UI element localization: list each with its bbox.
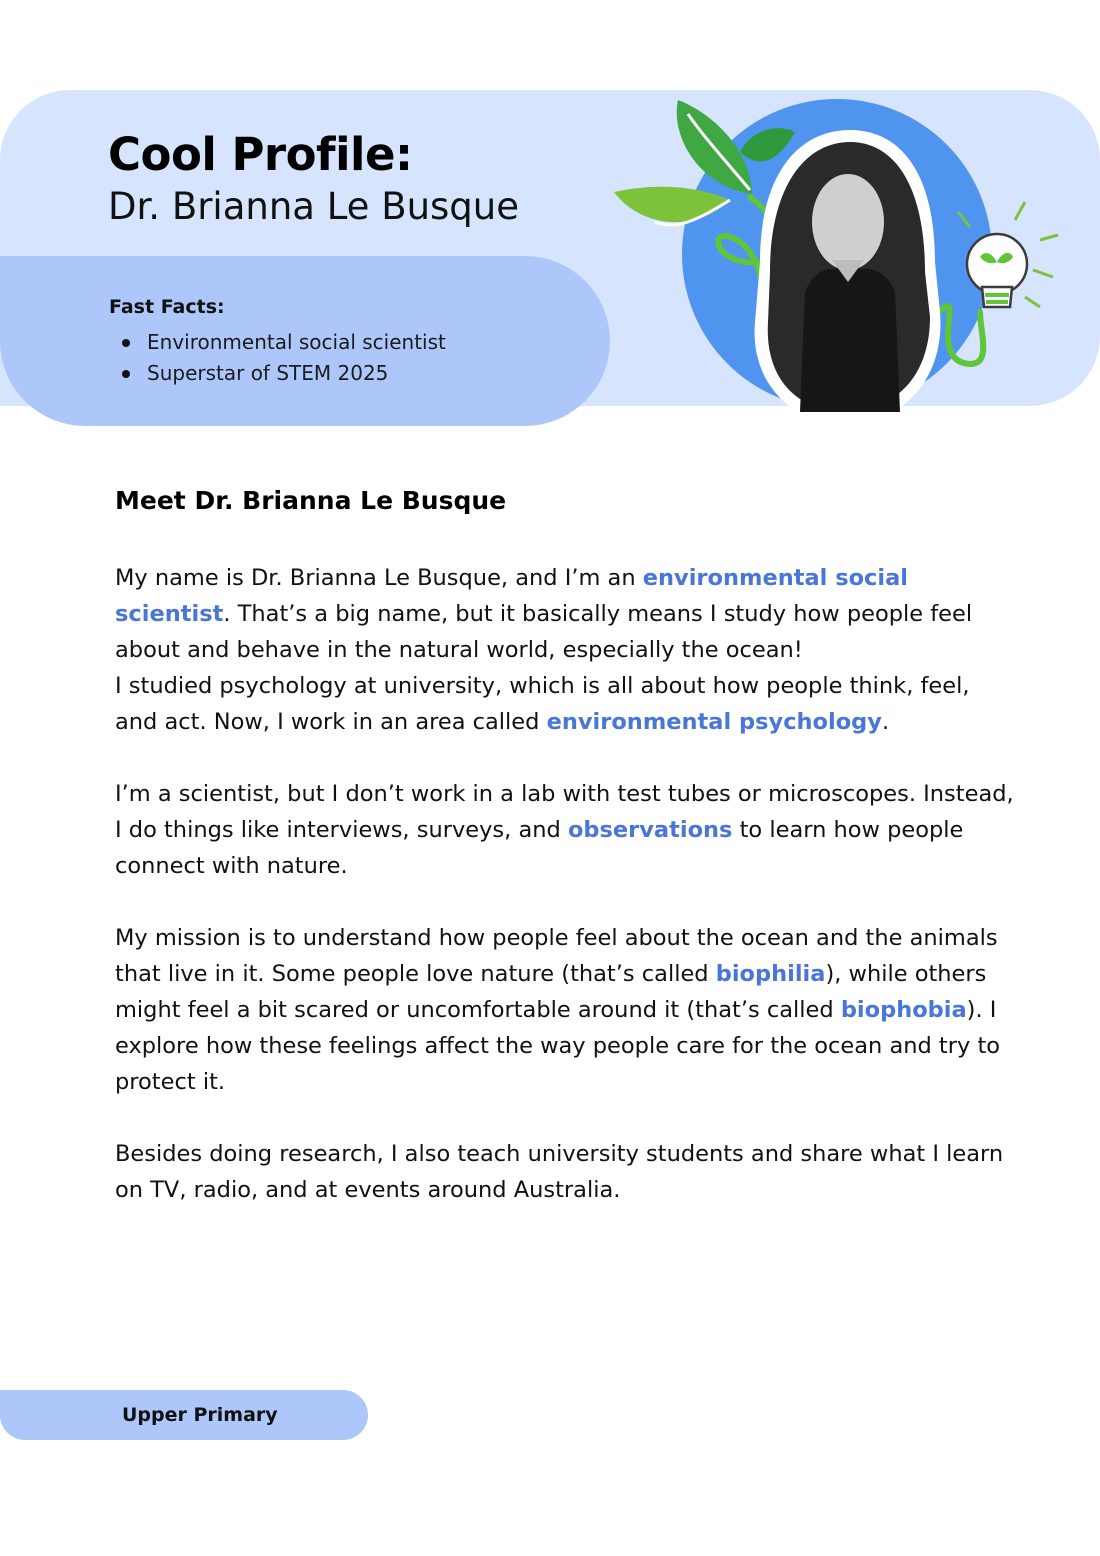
- highlight-term: environmental social scientist: [115, 565, 908, 627]
- paragraph-1: [115, 560, 1015, 740]
- fast-facts-list: [122, 327, 446, 389]
- paragraph-2: [115, 776, 1015, 884]
- text-run: ), while others might feel a bit scared or uncomfortable around it (that’s called: [115, 961, 987, 1023]
- highlight-term: biophobia: [840, 997, 967, 1023]
- text-run: My mission is to understand how people feel about the ocean and the animals that live in it. Some people love nature (that’s called: [115, 925, 998, 987]
- page-title: Cool Profile:: [108, 128, 413, 181]
- hero-illustration: [600, 92, 1070, 432]
- highlight-term: observations: [567, 817, 733, 843]
- text-run: My name is Dr. Brianna Le Busque, and I’m an: [115, 565, 643, 591]
- fast-facts-title: Fast Facts:: [109, 296, 225, 318]
- article: [115, 478, 1015, 1244]
- title-block: [108, 126, 519, 230]
- text-run: . That’s a big name, but it basically means I study how people feel about and behave in the natural world, especially the ocean!: [115, 601, 973, 663]
- text-run: I studied psychology at university, which is all about how people think, feel, and act. Now, I work in an area called: [115, 673, 970, 735]
- fast-fact-item: [122, 327, 446, 358]
- text-run: Besides doing research, I also teach university students and share what I learn on TV, radio, and at events around Australia.: [115, 1141, 1004, 1203]
- text-run: I’m a scientist, but I don’t work in a lab with test tubes or microscopes. Instead, I do things like interviews, surveys, and: [115, 781, 1014, 843]
- text-run: ). I explore how these feelings affect the way people care for the ocean and try to protect it.: [115, 997, 1001, 1095]
- fast-fact-text: Superstar of STEM 2025: [147, 361, 389, 385]
- highlight-term: environmental psychology: [546, 709, 882, 735]
- bullet-icon: [122, 370, 130, 378]
- bullet-icon: [122, 339, 130, 347]
- profile-name: Dr. Brianna Le Busque: [108, 185, 520, 228]
- text-run: .: [881, 709, 890, 735]
- fast-fact-item: [122, 358, 446, 389]
- article-heading: Meet Dr. Brianna Le Busque: [115, 486, 507, 515]
- paragraph-4: [115, 1136, 1015, 1208]
- level-label: Upper Primary: [122, 1404, 278, 1426]
- paragraph-3: [115, 920, 1015, 1100]
- fast-fact-text: Environmental social scientist: [147, 330, 446, 354]
- text-run: to learn how people connect with nature.: [115, 817, 964, 879]
- highlight-term: biophilia: [715, 961, 826, 987]
